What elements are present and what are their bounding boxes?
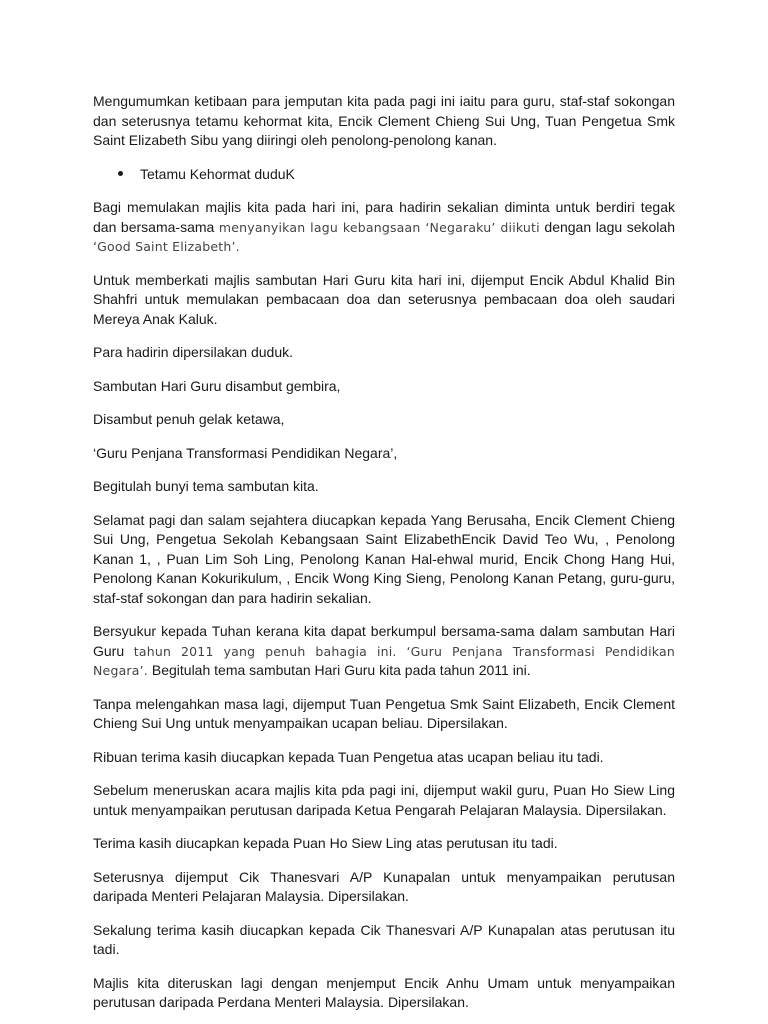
gratitude-text-a: Bersyukur kepada Tuhan kerana kita dapat berkumpul bersama-sama dalam sambutan Hari Guru [93, 623, 675, 659]
anthem-text-d: ‘Good Saint Elizabeth’. [93, 239, 240, 254]
paragraph-director-message: Sebelum meneruskan acara majlis kita pda pagi ini, dijemput wakil guru, Puan Ho Siew Ling untuk menyampaikan perutusan daripada Ketua Pengarah Pelajaran Malaysia. Dipersilakan. [93, 782, 675, 818]
paragraph-greeting: Selamat pagi dan salam sejahtera diucapkan kepada Yang Berusaha, Encik Clement Chieng Sui Ung, Pengetua Sekolah Kebangsaan Saint ElizabethEncik David Teo Wu, , Penolong Kanan 1, , Puan Lim Soh Ling, Penolong Kanan Hal-ehwal murid, Encik Chong Hang Hui, Penolong Kanan Kokurikulum, , Encik Wong King Sieng, Penolong Kanan Petang, guru-guru, staf-staf sokongan dan para hadirin sekalian. [93, 511, 675, 606]
anthem-text-c: dengan lagu sekolah [539, 218, 675, 235]
paragraph-prayer: Untuk memberkati majlis sambutan Hari Guru kita hari ini, dijemput Encik Abdul Khalid Bin Shahfri untuk memulakan pembacaan doa dan seterusnya pembacaan doa oleh saudari Mereya Anak Kaluk. [93, 271, 675, 327]
paragraph-thanks-ho: Terima kasih diucapkan kepada Puan Ho Siew Ling atas perutusan itu tadi. [93, 835, 558, 851]
paragraph-arrival: Mengumumkan ketibaan para jemputan kita pada pagi ini iaitu para guru, staf-staf sokongan dan seterusnya tetamu kehormat kita, Encik Clement Chieng Sui Ung, Tuan Pengetua Smk Saint Elizabeth Sibu yang diiringi oleh penolong-penolong kanan. [93, 93, 675, 148]
verse-line-3: ‘Guru Penjana Transformasi Pendidikan Negara’, [93, 444, 398, 461]
paragraph-pm-message: Majlis kita diteruskan lagi dengan menjemput Encik Anhu Umam untuk menyampaikan perutusan daripada Perdana Menteri Malaysia. Dipersilakan. [93, 974, 675, 1010]
paragraph-minister-message: Seterusnya dijemput Cik Thanesvari A/P Kunapalan untuk menyampaikan perutusan daripada Menteri Pelajaran Malaysia. Dipersilakan. [93, 868, 675, 904]
bullet-item [118, 165, 675, 185]
bullet-dot-icon [118, 171, 123, 176]
anthem-text-b: menyanyikan lagu kebangsaan ‘Negaraku’ diikuti [218, 219, 540, 235]
paragraph-thanks-thanesvari: Sekalung terima kasih diucapkan kepada Cik Thanesvari A/P Kunapalan atas perutusan itu tadi. [93, 921, 675, 957]
verse-line-4: Begitulah bunyi tema sambutan kita. [93, 478, 319, 494]
bullet-text: Tetamu Kehormat duduK [140, 165, 295, 182]
gratitude-text-b: tahun 2011 yang penuh bahagia ini. ‘Guru Penjana Transformasi Pendidikan Negara’. [93, 643, 676, 678]
bullet-list [93, 165, 675, 185]
paragraph-principal-speech: Tanpa melengahkan masa lagi, dijemput Tuan Pengetua Smk Saint Elizabeth, Encik Clement Chieng Sui Ung untuk menyampaikan ucapan beliau. Dipersilakan. [93, 695, 675, 731]
paragraph-anthem [93, 198, 675, 257]
verse-line-2: Disambut penuh gelak ketawa, [93, 411, 285, 427]
paragraph-gratitude [93, 622, 675, 681]
gratitude-text-c: Begitulah tema sambutan Hari Guru kita pada tahun 2011 ini. [147, 662, 531, 678]
anthem-text-a: Bagi memulakan majlis kita pada hari ini, para hadirin sekalian diminta untuk berdiri tegak dan bersama-sama [93, 199, 675, 235]
verse-line-1: Sambutan Hari Guru disambut gembira, [93, 377, 341, 394]
paragraph-seated: Para hadirin dipersilakan duduk. [93, 344, 294, 360]
paragraph-thanks-principal: Ribuan terima kasih diucapkan kepada Tuan Pengetua atas ucapan beliau itu tadi. [93, 748, 604, 765]
